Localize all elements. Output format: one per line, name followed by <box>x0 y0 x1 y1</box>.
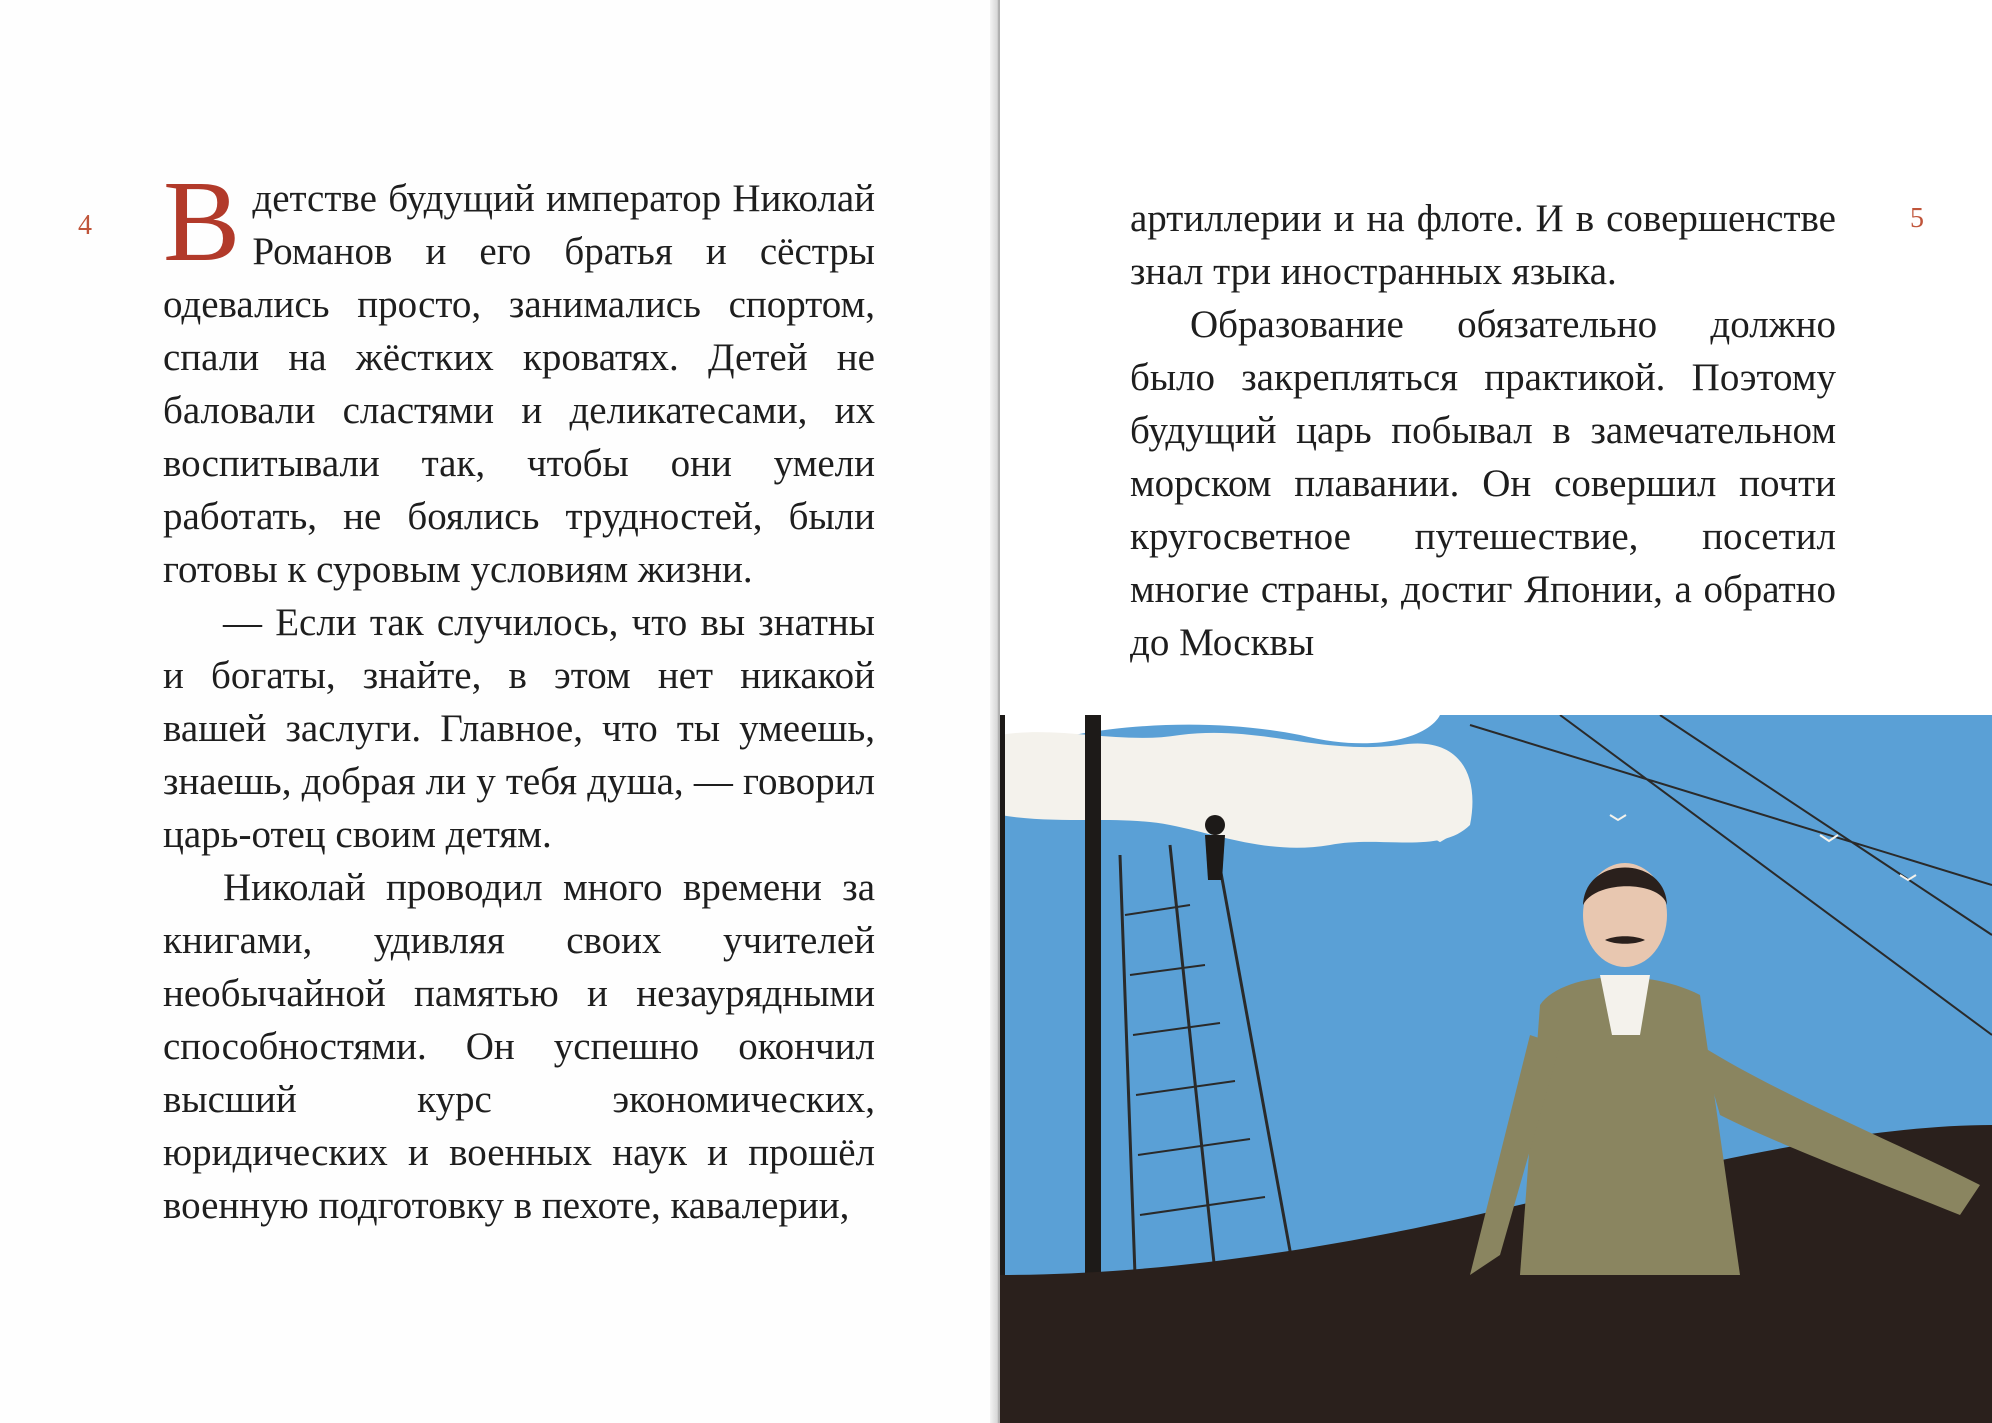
sailor-body <box>1205 835 1225 880</box>
sailor-head <box>1205 815 1225 835</box>
ship-illustration <box>1000 715 1992 1423</box>
paragraph-2: — Если так случилось, что вы знатны и богаты, знайте, в этом нет никакой вашей заслуги. Главное, что ты умеешь, знаешь, добрая ли у тебя душа, — говорил царь-отец своим детям. <box>163 601 875 856</box>
paragraph-1-text: детстве будущий император Николай Романов и его братья и сёстры одевались просто, занимались спортом, спали на жёстких кроватях. Детей не баловали сластями и деликатесами, их воспитывали так, чтобы они умели работать, не боялись трудностей, были готовы к суровым условиям жизни. <box>163 177 875 591</box>
paragraph-4: артиллерии и на флоте. И в совершенстве знал три иностранных языка. <box>1130 197 1836 293</box>
right-page-text <box>1130 192 1836 669</box>
drop-cap: В <box>163 158 241 286</box>
paragraph-3: Николай проводил много времени за книгами, удивляя своих учителей необычайной памятью и незаурядными способностями. Он успешно окончил высший курс экономических, юридических и военных наук и прошёл военную подготовку в пехоте, кавалерии, <box>163 866 875 1227</box>
left-page <box>0 0 995 1423</box>
paragraph-1 <box>163 158 875 596</box>
right-page <box>1000 0 1992 1423</box>
left-page-text <box>163 158 875 1232</box>
page-number-left: 4 <box>78 210 92 241</box>
paragraph-5: Образование обязательно должно было закрепляться практикой. Поэтому будущий царь побывал в замечательном морском плавании. Он совершил почти кругосветное путешествие, посетил многие страны, достиг Японии, а обратно до Москвы <box>1130 303 1836 664</box>
ship-illustration-svg <box>1000 715 1992 1423</box>
page-number-right: 5 <box>1910 203 1924 234</box>
